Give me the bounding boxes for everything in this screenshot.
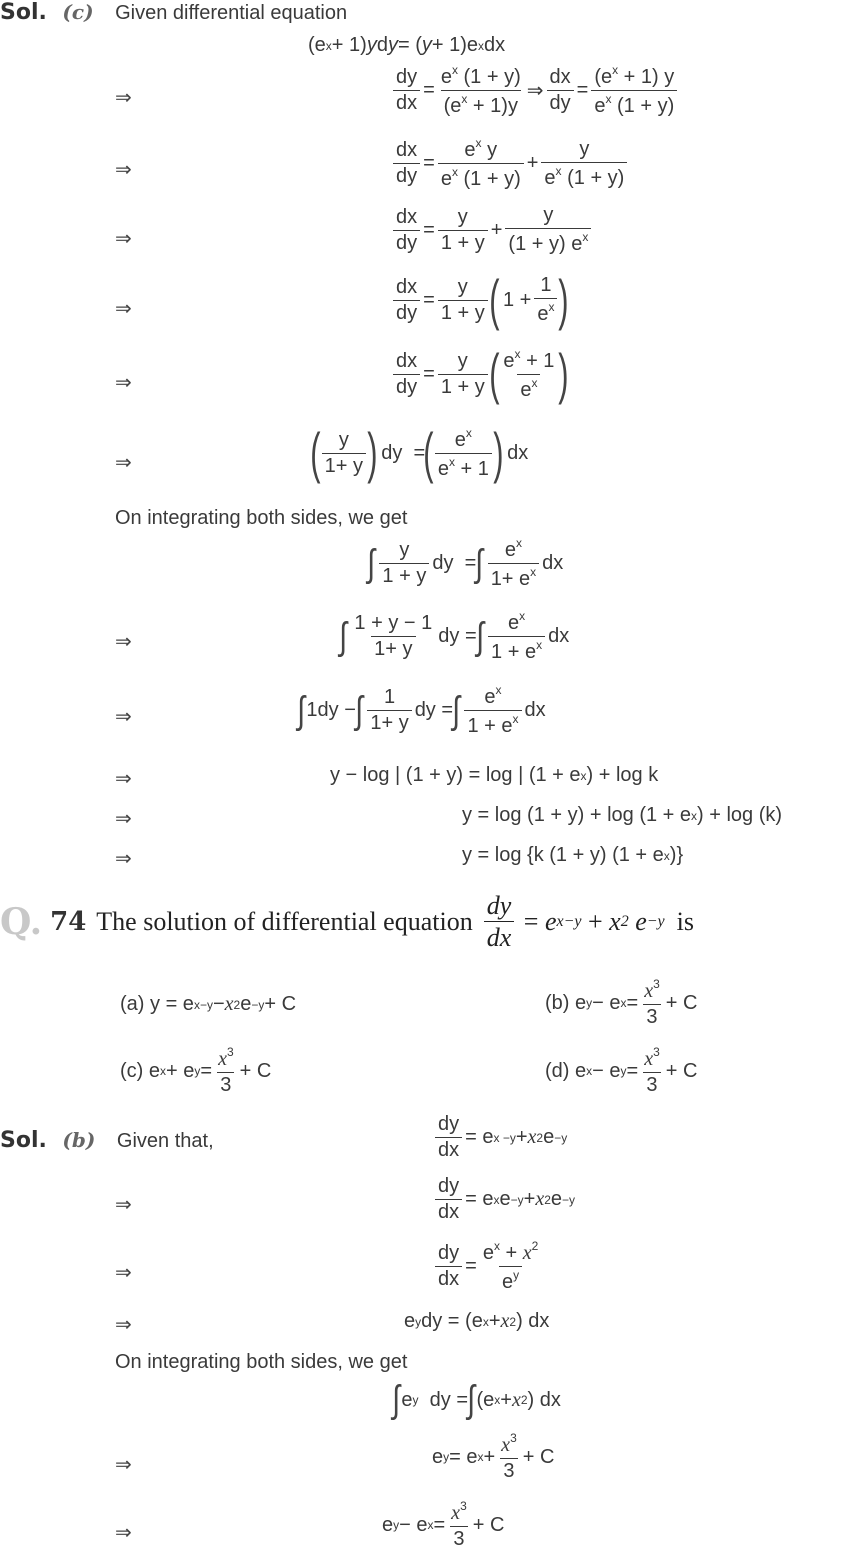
equation-line: ∫ e y dy = ∫ (e x + x 2 ) dx (392, 1379, 561, 1421)
equation-line: y − log | (1 + y) = log | (1 + e x ) + log k (330, 764, 659, 786)
equation-line: $\frac{dy}{dx}$ = $\frac{e^x (1 + y)}{(e^x + 1)y}$ ⇒ $\frac{dx}{dy}$ = $\frac{(e^x + 1) y}{e^x (1 + y)}$ (390, 64, 680, 117)
question-74 (0, 892, 694, 952)
implies-arrow: ⇒ (115, 452, 132, 474)
equation-line: $\frac{dx}{dy}$ = $\frac{y}{1 + y}$ + $\frac{y}{(1 + y) e^x}$ (390, 205, 594, 255)
implies-arrow: ⇒ (115, 848, 132, 870)
option-a: (a) y = e x−y − x 2 e −y + C (120, 993, 297, 1015)
implies-arrow: ⇒ (115, 1314, 132, 1336)
question-equation: $\frac{dy}{dx}$ = e x−y + x 2 e −y (481, 892, 665, 952)
equation-line: $\frac{dx}{dy}$ = $\frac{e^x y}{e^x (1 + y)}$ + $\frac{y}{e^x (1 + y)}$ (390, 137, 630, 190)
solution-header-1 (0, 0, 347, 25)
equation-line: $\frac{dx}{dy}$ = $\frac{y}{1 + y}$ ( $\frac{e^x + 1}{e^x}$ ) (390, 346, 567, 402)
implies-arrow: ⇒ (115, 228, 132, 250)
question-number: 74 (50, 906, 87, 937)
option-d-label: (d) (545, 1059, 570, 1082)
implies-arrow: ⇒ (115, 1262, 132, 1284)
sol-intro: Given that, (116, 1130, 214, 1152)
sol-option: (c) (62, 0, 94, 24)
question-tail: is (676, 906, 694, 936)
implies-arrow: ⇒ (115, 706, 132, 728)
sol-option: (b) (62, 1128, 96, 1152)
equation-line: (e x + 1) y d y = ( y + 1)e x dx (308, 34, 506, 56)
equation-line: e y − e x = $\frac{x^3}{3}$ + C (382, 1499, 505, 1550)
equation-line: ( $\frac{y}{1+ y}$ ) dy = ( $\frac{e^x}{e^x + 1}$ ) dx (310, 421, 529, 484)
equation-line: e y = e x + $\frac{x^3}{3}$ + C (432, 1431, 555, 1482)
equation-line: $\frac{dy}{dx}$ = e x e −y + x 2 e −y (432, 1176, 575, 1223)
equation-line: ∫ 1dy − ∫ $\frac{1}{1+ y}$ dy = ∫ $\frac{e^x}{1 + e^x}$ dx (297, 683, 546, 737)
sol-label: Sol. (0, 1128, 47, 1153)
equation-line: $\frac{dx}{dy}$ = $\frac{y}{1 + y}$ ( 1 + $\frac{1}{e^x}$ ) (390, 272, 567, 328)
integration-note: On integrating both sides, we get (115, 1351, 408, 1373)
sol-intro: Given differential equation (115, 2, 348, 24)
implies-arrow: ⇒ (115, 1454, 132, 1476)
equation-line: ∫ $\frac{1 + y - 1}{1+ y}$ dy = ∫ $\frac{e^x}{1 + e^x}$ dx (339, 609, 570, 663)
sol-label: Sol. (0, 0, 47, 25)
implies-arrow: ⇒ (115, 159, 132, 181)
option-a-label: (a) (120, 993, 145, 1015)
equation-line: $\frac{dy}{dx}$ = $\frac{e^x + x^2}{e^y}$ (432, 1240, 544, 1293)
implies-arrow: ⇒ (115, 1194, 132, 1216)
equation-line: ∫ $\frac{y}{1 + y}$ dy = ∫ $\frac{e^x}{1+ e^x}$ dx (367, 536, 564, 590)
equation-line: $\frac{dy}{dx}$ = e x −y + x 2 e −y (432, 1114, 567, 1161)
question-mark: Q. (0, 900, 43, 943)
integration-note: On integrating both sides, we get (115, 507, 408, 529)
implies-arrow: ⇒ (115, 298, 132, 320)
option-c-label: (c) (120, 1059, 144, 1082)
implies-arrow: ⇒ (115, 87, 132, 109)
option-b: (b) e y − e x = $\frac{x^3}{3}$ + C (545, 977, 698, 1028)
implies-arrow: ⇒ (115, 631, 132, 653)
question-text: The solution of differential equation (96, 906, 473, 936)
solution-header-2 (0, 1128, 214, 1153)
option-d: (d) e x − e y = $\frac{x^3}{3}$ + C (545, 1045, 698, 1096)
option-b-label: (b) (545, 991, 570, 1014)
implies-arrow: ⇒ (115, 808, 132, 830)
equation-line: y = log (1 + y) + log (1 + e x ) + log (k) (462, 804, 783, 826)
option-c: (c) e x + e y = $\frac{x^3}{3}$ + C (120, 1045, 272, 1096)
implies-arrow: ⇒ (115, 768, 132, 790)
implies-arrow: ⇒ (115, 1522, 132, 1544)
implies-arrow: ⇒ (115, 372, 132, 394)
equation-line: y = log {k (1 + y) (1 + e x )} (462, 844, 684, 866)
equation-line: e y dy = (e x + x 2 ) dx (404, 1310, 550, 1332)
